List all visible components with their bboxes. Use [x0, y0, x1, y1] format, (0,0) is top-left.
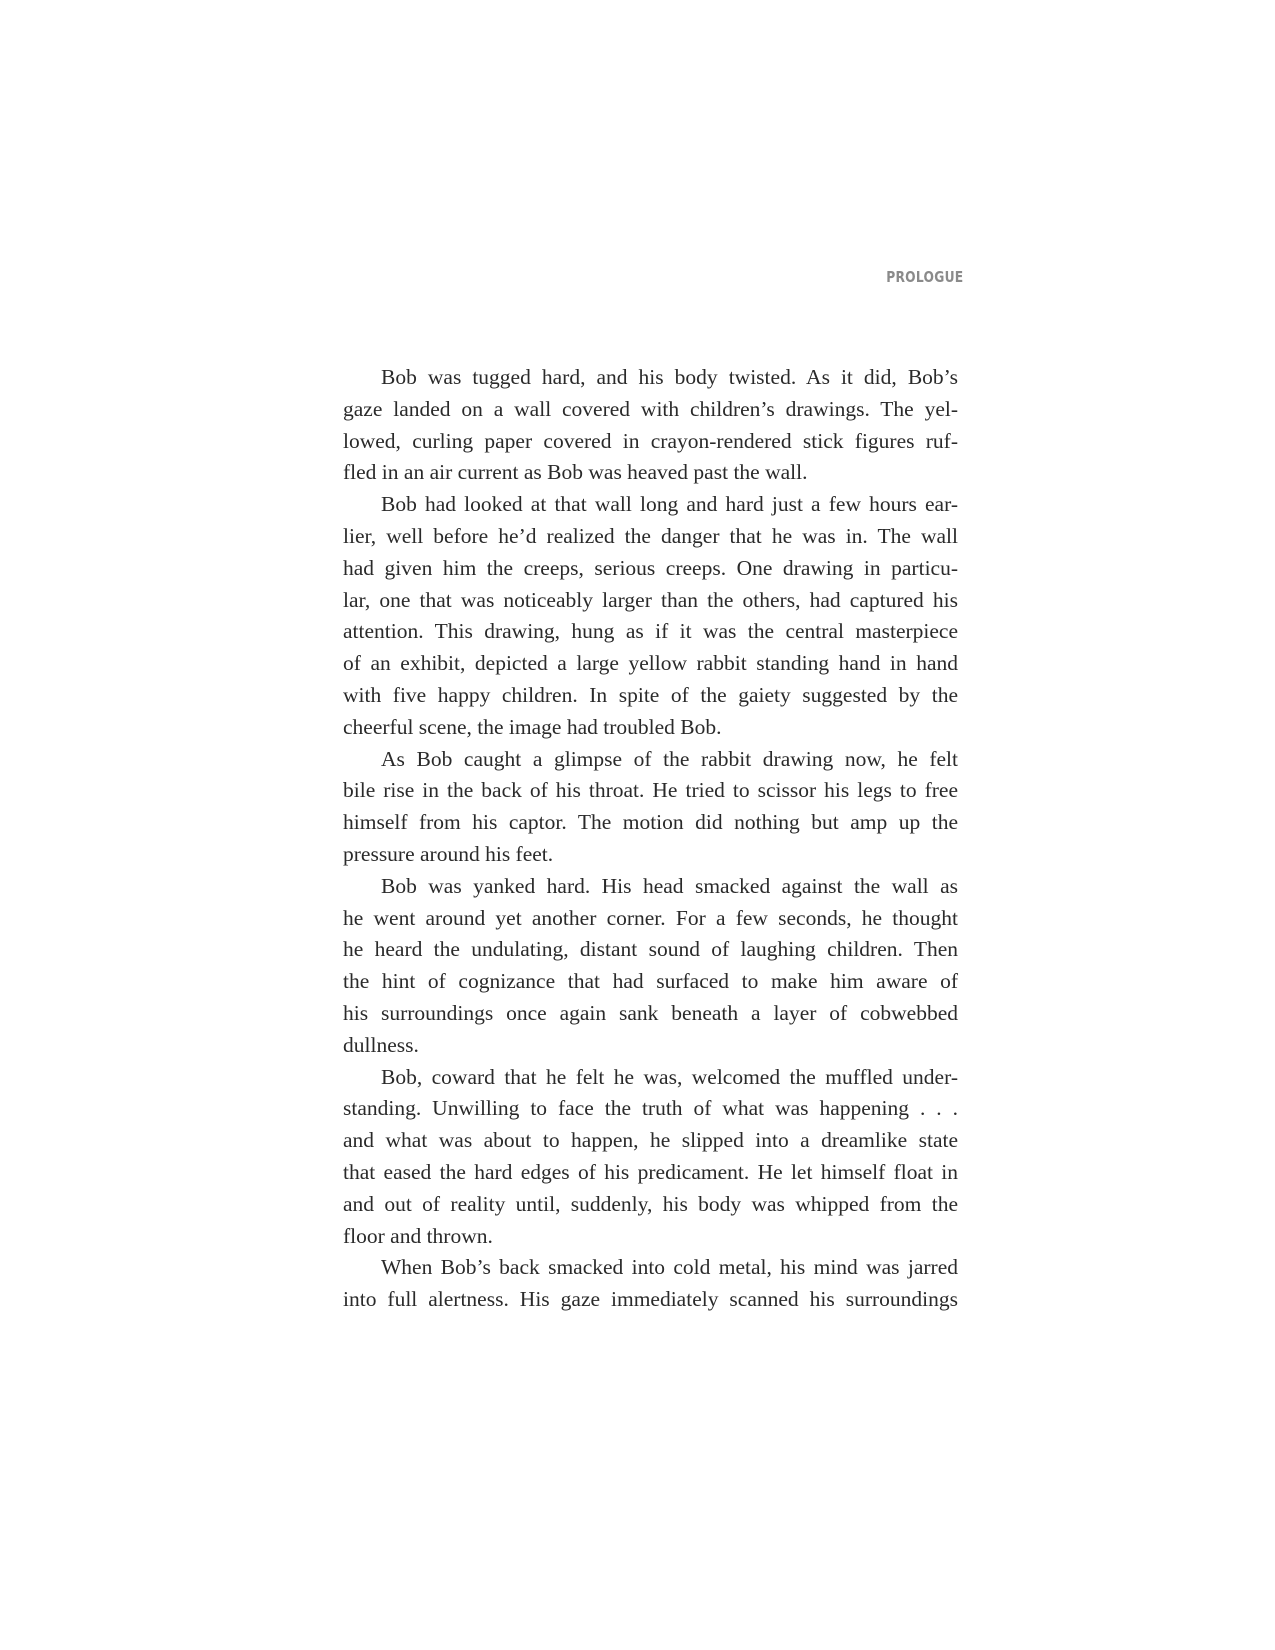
text-line: gaze landed on a wall covered with children’s drawings. The yel- — [343, 396, 958, 421]
body-text — [343, 362, 958, 1316]
text-line: he went around yet another corner. For a few seconds, he thought — [343, 905, 958, 930]
text-line: When Bob’s back smacked into cold metal, his mind was jarred — [381, 1255, 958, 1280]
text-line: Bob had looked at that wall long and hard just a few hours ear- — [381, 492, 958, 517]
text-line: As Bob caught a glimpse of the rabbit drawing now, he felt — [381, 746, 958, 771]
text-line: that eased the hard edges of his predicament. He let himself float in — [343, 1159, 958, 1184]
text-line: and what was about to happen, he slipped into a dreamlike state — [343, 1128, 958, 1153]
text-line: Bob, coward that he felt he was, welcomed the muffled under- — [381, 1064, 958, 1089]
text-line: fled in an air current as Bob was heaved past the wall. — [343, 460, 808, 485]
text-line: lier, well before he’d realized the danger that he was in. The wall — [343, 523, 958, 548]
text-line: of an exhibit, depicted a large yellow rabbit standing hand in hand — [343, 651, 958, 676]
text-line: had given him the creeps, serious creeps. One drawing in particu- — [343, 555, 958, 580]
text-line: Bob was yanked hard. His head smacked against the wall as — [381, 873, 958, 898]
text-line: pressure around his feet. — [343, 841, 554, 866]
text-line: bile rise in the back of his throat. He tried to scissor his legs to free — [343, 778, 958, 803]
text-line: and out of reality until, suddenly, his body was whipped from the — [343, 1191, 958, 1216]
running-head: PROLOGUE — [886, 268, 964, 286]
text-line: with five happy children. In spite of the gaiety suggested by the — [343, 682, 958, 707]
text-line: the hint of cognizance that had surfaced to make him aware of — [343, 969, 958, 994]
text-line: lar, one that was noticeably larger than the others, had captured his — [343, 587, 958, 612]
text-line: he heard the undulating, distant sound of laughing children. Then — [343, 937, 958, 962]
text-line: his surroundings once again sank beneath a layer of cobwebbed — [343, 1000, 958, 1025]
text-line: himself from his captor. The motion did nothing but amp up the — [343, 810, 958, 835]
text-line: standing. Unwilling to face the truth of what was happening . . . — [343, 1096, 958, 1121]
text-line: cheerful scene, the image had troubled Bob. — [343, 714, 722, 739]
text-line: floor and thrown. — [343, 1223, 493, 1248]
text-line: lowed, curling paper covered in crayon-rendered stick figures ruf- — [343, 428, 958, 453]
text-line: dullness. — [343, 1032, 419, 1057]
text-line: attention. This drawing, hung as if it was the central masterpiece — [343, 619, 958, 644]
text-line: into full alertness. His gaze immediately scanned his surroundings — [343, 1287, 958, 1312]
text-line: Bob was tugged hard, and his body twisted. As it did, Bob’s — [381, 365, 958, 389]
